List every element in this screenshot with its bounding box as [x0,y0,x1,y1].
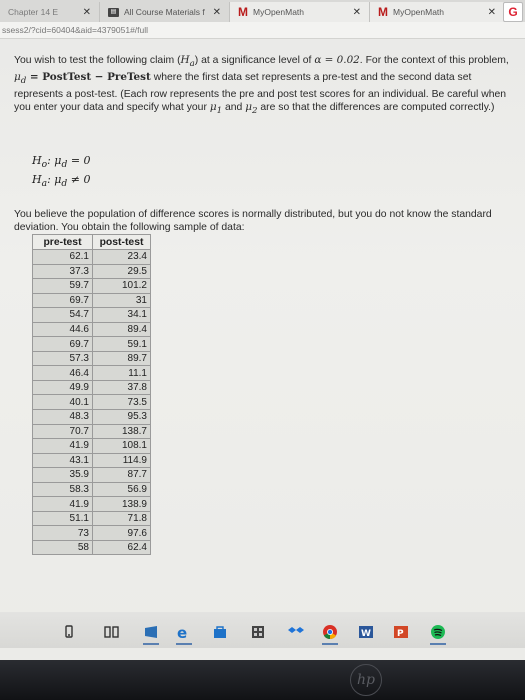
post-test-cell: 11.1 [93,366,151,381]
task-view-icon[interactable] [104,624,120,640]
tab-chapter-14[interactable] [0,2,100,22]
post-test-cell: 108.1 [93,439,151,454]
post-test-cell: 37.8 [93,380,151,395]
table-row [33,250,151,265]
pre-test-cell: 70.7 [33,424,93,439]
table-row [33,540,151,555]
dropbox-icon[interactable] [288,624,304,640]
mail-icon[interactable] [143,624,159,640]
tab-course-materials[interactable] [100,2,230,22]
pre-test-cell: 69.7 [33,293,93,308]
column-header-pre-test: pre-test [33,235,93,250]
powerpoint-icon[interactable] [393,624,409,640]
close-icon[interactable]: ✕ [212,6,221,18]
tab-myopenmath-1[interactable] [230,2,370,22]
post-test-cell: 59.1 [93,337,151,352]
pre-test-cell: 51.1 [33,511,93,526]
table-row [33,366,151,381]
myopenmath-icon: M [378,5,388,19]
svg-text:e: e [177,624,188,640]
pre-test-cell: 73 [33,526,93,541]
tab-label: Chapter 14 E [8,7,59,17]
post-test-cell: 87.7 [93,468,151,483]
hypotheses [32,153,232,191]
pre-test-cell: 41.9 [33,497,93,512]
table-row [33,337,151,352]
close-icon[interactable]: ✕ [82,6,91,18]
pre-test-cell: 69.7 [33,337,93,352]
table-row [33,468,151,483]
pre-test-cell: 40.1 [33,395,93,410]
post-test-cell: 31 [93,293,151,308]
column-header-post-test: post-test [93,235,151,250]
svg-text:W: W [361,629,371,639]
word-icon[interactable] [358,624,374,640]
canvas-icon: ▤ [108,8,119,17]
table-row [33,410,151,425]
table-row [33,264,151,279]
table-row [33,351,151,366]
problem-text: You wish to test the following claim $(H_a)$ at a significance level of α = 0.02. For the context of this problem, $\mu_d$ = PostTest − PreTest where the first data set represents a pre-test and the second data set represents a post-test. (Each row represents the pre and post test scores for an individual. Be careful when you enter your data and specify what your $\mu_1$ and $\mu_2$ are so that the differences are computed correctly.) [14,54,509,117]
table-row [33,293,151,308]
browser-tab-bar [0,0,525,23]
hp-logo: hp [350,664,382,696]
edge-icon[interactable] [176,624,192,640]
sample-description: You believe the population of difference scores is normally distributed, but you do not know the standard deviation. You obtain the following sample of data: [14,209,492,233]
table-row [33,439,151,454]
problem-statement [14,54,522,118]
pre-test-cell: 62.1 [33,250,93,265]
table-row [33,526,151,541]
address-bar[interactable]: ssess2/?cid=60404&aid=4379051#/full [0,22,525,39]
post-test-cell: 29.5 [93,264,151,279]
pre-test-cell: 59.7 [33,279,93,294]
table-row [33,497,151,512]
null-hypothesis: $H_o$: $\mu_d = 0$ [32,154,91,171]
table-row [33,308,151,323]
pre-test-cell: 37.3 [33,264,93,279]
pre-test-cell: 43.1 [33,453,93,468]
table-row [33,322,151,337]
post-test-cell: 101.2 [93,279,151,294]
table-row [33,380,151,395]
table-row [33,511,151,526]
calculator-icon[interactable] [250,624,266,640]
table-row [33,424,151,439]
pre-test-cell: 58.3 [33,482,93,497]
post-test-cell: 138.9 [93,497,151,512]
close-icon[interactable]: ✕ [352,6,361,18]
post-test-cell: 71.8 [93,511,151,526]
post-test-cell: 95.3 [93,410,151,425]
tab-label: MyOpenMath [253,7,305,17]
pre-test-cell: 44.6 [33,322,93,337]
pre-test-cell: 46.4 [33,366,93,381]
pre-test-cell: 35.9 [33,468,93,483]
close-icon[interactable]: ✕ [487,6,496,18]
post-test-cell: 89.4 [93,322,151,337]
post-test-cell: 23.4 [93,250,151,265]
cortana-icon[interactable] [62,624,78,640]
post-test-cell: 73.5 [93,395,151,410]
google-icon[interactable]: G [503,2,523,22]
post-test-cell: 56.9 [93,482,151,497]
spotify-icon[interactable] [430,624,446,640]
pre-test-cell: 49.9 [33,380,93,395]
windows-taskbar [0,612,525,648]
pre-test-cell: 54.7 [33,308,93,323]
pre-test-cell: 48.3 [33,410,93,425]
post-test-cell: 97.6 [93,526,151,541]
svg-text:P: P [397,629,404,639]
store-icon[interactable] [212,624,228,640]
chrome-icon[interactable] [322,624,338,640]
tab-label: All Course Materials f [124,7,205,17]
post-test-cell: 34.1 [93,308,151,323]
post-test-cell: 62.4 [93,540,151,555]
pre-test-cell: 57.3 [33,351,93,366]
table-row [33,395,151,410]
laptop-bezel [0,660,525,700]
table-row [33,453,151,468]
pre-test-cell: 58 [33,540,93,555]
post-test-cell: 114.9 [93,453,151,468]
alternative-hypothesis: $H_a$: $\mu_d \ne 0$ [32,173,91,190]
post-test-cell: 89.7 [93,351,151,366]
myopenmath-icon: M [238,5,248,19]
table-row [33,482,151,497]
tab-label: MyOpenMath [393,7,445,17]
tab-myopenmath-2[interactable] [370,2,505,22]
table-header-row [33,235,151,250]
post-test-cell: 138.7 [93,424,151,439]
table-row [33,279,151,294]
data-table [32,234,151,555]
pre-test-cell: 41.9 [33,439,93,454]
